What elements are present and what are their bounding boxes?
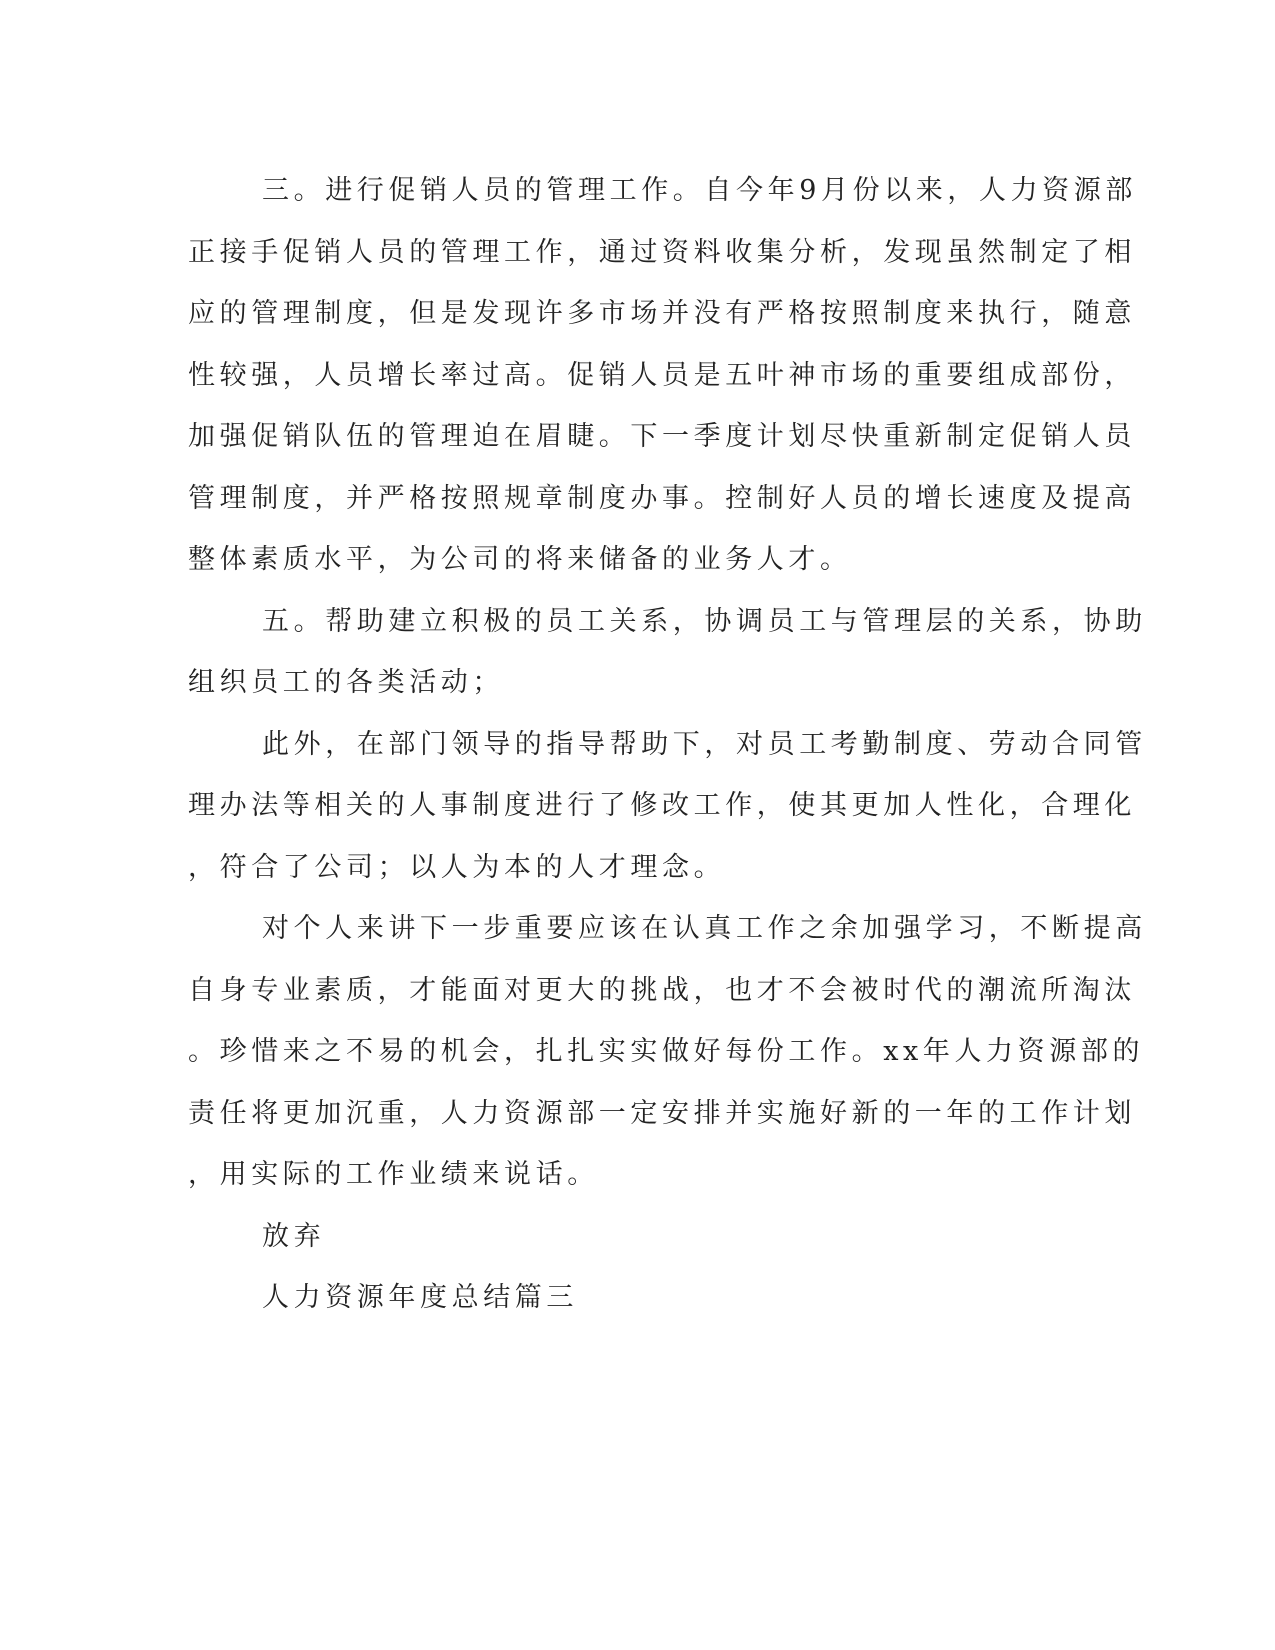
text-line: 整体素质水平，为公司的将来储备的业务人才。 [188, 544, 852, 575]
text-line: 理办法等相关的人事制度进行了修改工作，使其更加人性化，合理化 [188, 790, 1136, 821]
text-line: 责任将更加沉重，人力资源部一定安排并实施好新的一年的工作计划 [188, 1097, 1136, 1129]
text-line: ，用实际的工作业绩来说话。 [188, 1159, 599, 1190]
text-line: 放弃 [262, 1220, 326, 1252]
text-line: 管理制度，并严格按照规章制度办事。控制好人员的增长速度及提高 [188, 482, 1136, 514]
text-line: 性较强，人员增长率过高。促销人员是五叶神市场的重要组成部份， [188, 359, 1136, 391]
section-heading: 人力资源年度总结篇三 [262, 1282, 578, 1313]
text-line: 正接手促销人员的管理工作，通过资料收集分析，发现虽然制定了相 [188, 236, 1136, 268]
text-line: 加强促销队伍的管理迫在眉睫。下一季度计划尽快重新制定促销人员 [188, 421, 1136, 452]
text-line: 五。帮助建立积极的员工关系，协调员工与管理层的关系，协助 [262, 605, 1147, 637]
text-line: 对个人来讲下一步重要应该在认真工作之余加强学习，不断提高 [262, 913, 1147, 944]
text-line: 。珍惜来之不易的机会，扎扎实实做好每份工作。xx年人力资源部的 [188, 1036, 1145, 1067]
text-line: 组织员工的各类活动； [188, 667, 504, 698]
text-line: 三。进行促销人员的管理工作。自今年9月份以来，人力资源部 [262, 175, 1137, 206]
text-line: 此外，在部门领导的指导帮助下，对员工考勤制度、劳动合同管 [262, 728, 1147, 760]
text-line: ，符合了公司；以人为本的人才理念。 [188, 851, 726, 883]
text-line: 应的管理制度，但是发现许多市场并没有严格按照制度来执行，随意 [188, 298, 1136, 329]
text-line: 自身专业素质，才能面对更大的挑战，也才不会被时代的潮流所淘汰 [188, 974, 1136, 1006]
document-body [188, 160, 1147, 1329]
